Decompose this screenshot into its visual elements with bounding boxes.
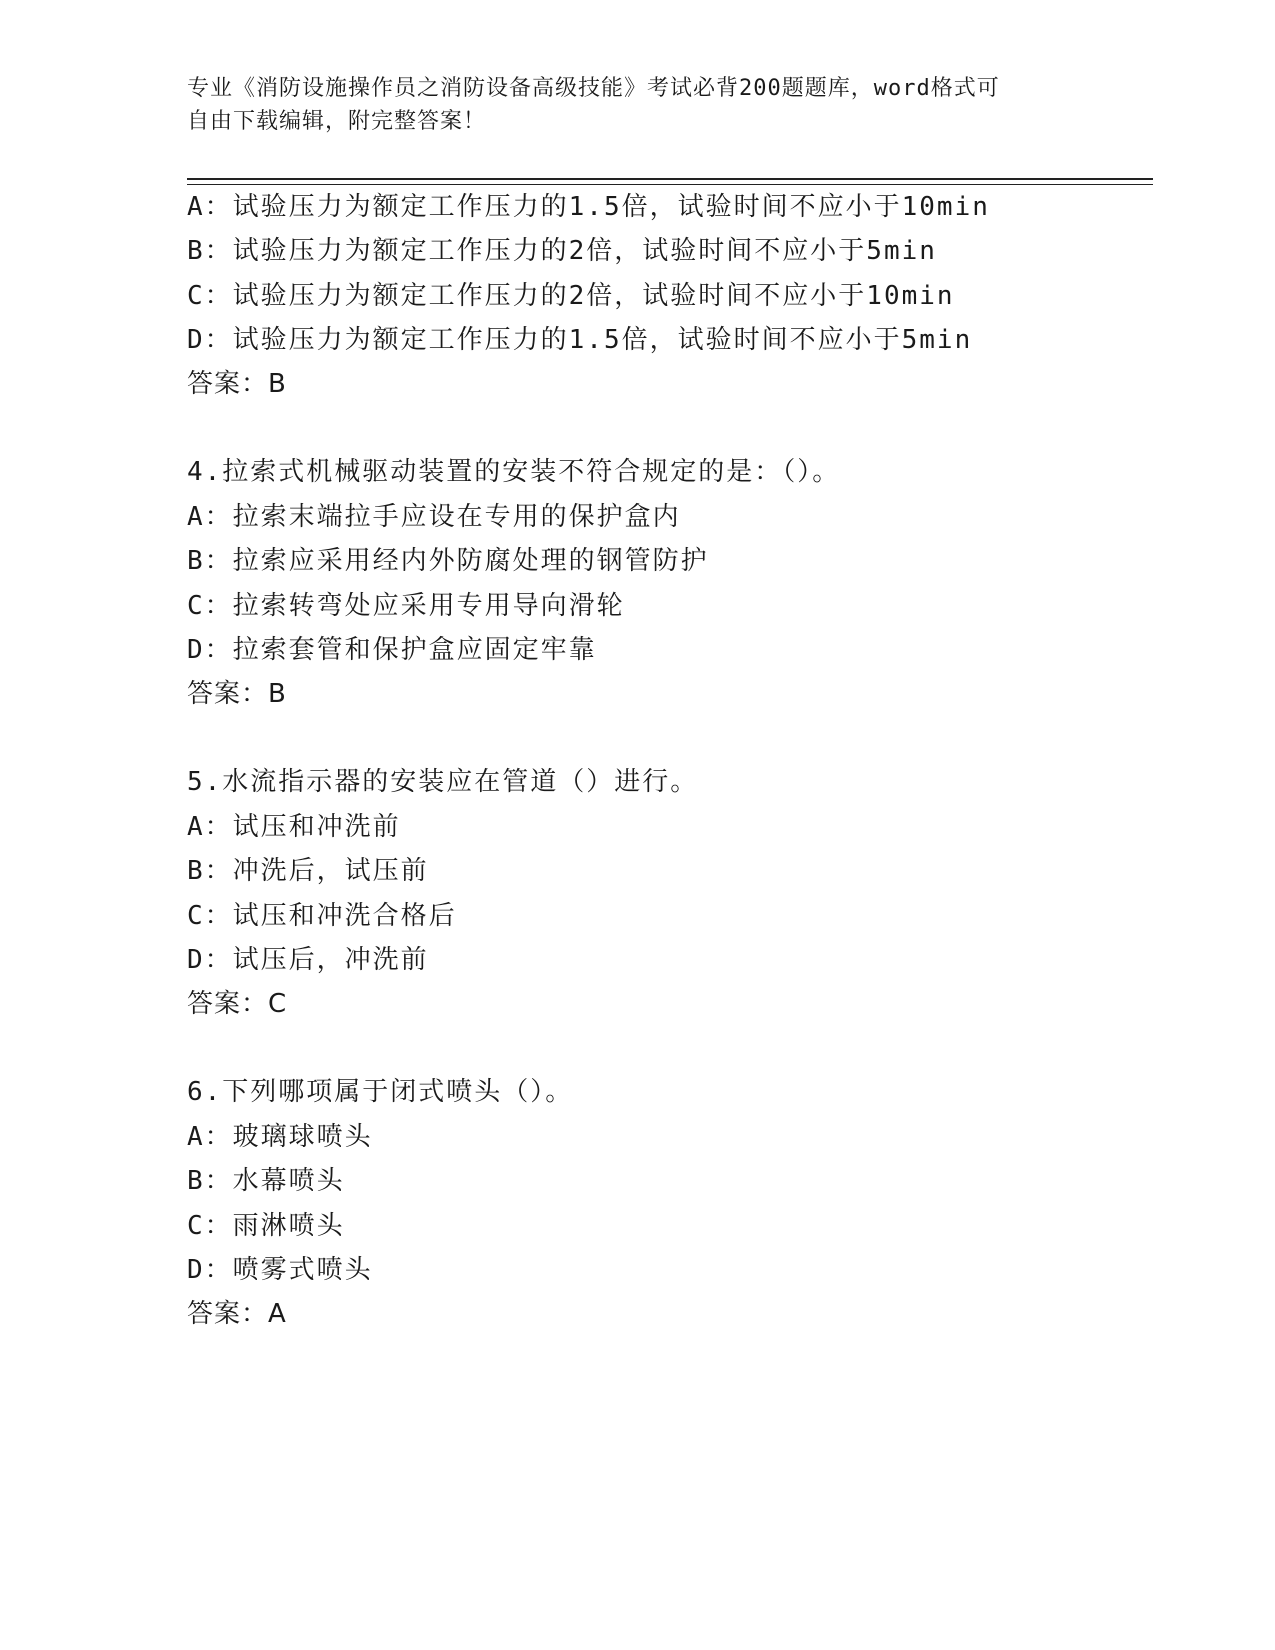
document-header xyxy=(187,72,1087,138)
header-line-2: 自由下载编辑，附完整答案！ xyxy=(187,109,487,134)
q4-option-c: C：拉索转弯处应采用专用导向滑轮 xyxy=(187,591,625,621)
q3-option-a: A：试验压力为额定工作压力的1.5倍，试验时间不应小于10min xyxy=(187,192,990,222)
q5-option-b: B：冲洗后，试压前 xyxy=(187,856,429,886)
q4-question: 4.拉索式机械驱动装置的安装不符合规定的是：（）。 xyxy=(187,457,841,487)
q5-option-d: D：试压后，冲洗前 xyxy=(187,945,429,975)
q6-option-c: C：雨淋喷头 xyxy=(187,1211,345,1241)
q3-option-b: B：试验压力为额定工作压力的2倍，试验时间不应小于5min xyxy=(187,236,937,266)
q5-question: 5.水流指示器的安装应在管道（）进行。 xyxy=(187,767,699,797)
q6-option-b: B：水幕喷头 xyxy=(187,1166,345,1196)
q3-option-d: D：试验压力为额定工作压力的1.5倍，试验时间不应小于5min xyxy=(187,325,973,355)
q6-option-d: D：喷雾式喷头 xyxy=(187,1255,373,1285)
header-line-1: 专业《消防设施操作员之消防设备高级技能》考试必背200题题库，word格式可 xyxy=(187,76,1000,101)
header-divider-thin xyxy=(187,184,1153,185)
q4-option-a: A：拉索末端拉手应设在专用的保护盒内 xyxy=(187,502,681,532)
q3-option-c: C：试验压力为额定工作压力的2倍，试验时间不应小于10min xyxy=(187,281,955,311)
q4-option-d: D：拉索套管和保护盒应固定牢靠 xyxy=(187,635,597,665)
q4-answer: 答案：B xyxy=(187,679,287,709)
q6-answer: 答案：A xyxy=(187,1299,287,1329)
q3-answer: 答案：B xyxy=(187,369,287,399)
q4-option-b: B：拉索应采用经内外防腐处理的钢管防护 xyxy=(187,546,709,576)
q5-answer: 答案：C xyxy=(187,989,288,1019)
header-divider-thick xyxy=(187,178,1153,180)
q6-option-a: A：玻璃球喷头 xyxy=(187,1122,373,1152)
q5-option-a: A：试压和冲洗前 xyxy=(187,812,401,842)
q5-option-c: C：试压和冲洗合格后 xyxy=(187,901,457,931)
q6-question: 6.下列哪项属于闭式喷头（）。 xyxy=(187,1077,574,1107)
